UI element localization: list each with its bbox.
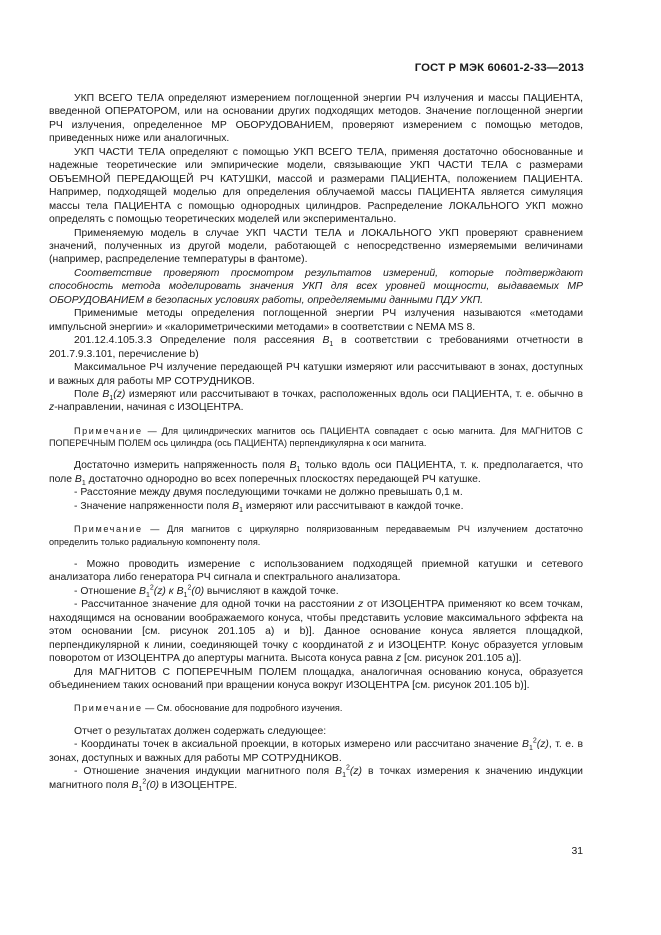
note: Примечание — Для магнитов с циркулярно поляризованным передаваемым РЧ излучением достаточно определить только радиальную компоненту поля. [49, 524, 583, 547]
list-item: - Рассчитанное значение для одной точки на расстоянии z от ИЗОЦЕНТРА применяют ко всем точкам, находящимся на основании воображаемого конуса, чтобы представить условие максимального эффекта на этом основании [см. рисунок 201.105 а) и b)]. Данное основание конуса является площадкой, перпендикулярной к линии, соединяющей точку с координатой z и ИЗОЦЕНТР. Конус образуется угловым поворотом от ИЗОЦЕНТРА до апертуры магнита. Высота конуса равна z [см. рисунок 201.105 а)]. [49, 599, 583, 665]
paragraph: Применимые методы определения поглощенной энергии РЧ излучения называются «методами импульсной энергии» и «калориметрическими методами» в соответствии с NEMA MS 8. [49, 308, 583, 333]
page-number: 31 [571, 846, 583, 857]
paragraph: Применяемую модель в случае УКП ЧАСТИ ТЕЛА и ЛОКАЛЬНОГО УКП проверяют сравнением значений, полученных из другой модели, работающей с непосредственно измеряемыми величинами (например, распределение температуры в фантоме). [49, 227, 583, 266]
section-paragraph: 201.12.4.105.3.3 Определение поля рассеяния $B_1$ в соответствии с требованиями отчетности в 201.7.9.3.101, перечисление b) [49, 335, 583, 360]
paragraph: УКП ВСЕГО ТЕЛА определяют измерением поглощенной энергии РЧ излучения и массы ПАЦИЕНТА, введенной ОПЕРАТОРОМ, или на основании других подходящих методов. Значение поглощенной энергии РЧ излучения, определенное МР ОБОРУДОВАНИЕМ, проверяют измерением с помощью методов, приведенных ниже или аналогичных. [49, 93, 583, 145]
list-item: - Отношение $B_1^2(z)$ к $B_1^2(0)$ вычисляют в каждой точке. [74, 584, 339, 599]
paragraph: Поле $B_1(z)$ измеряют или рассчитывают в точках, расположенных вдоль оси ПАЦИЕНТА, т. е. обычно в z-направлении, начиная с ИЗОЦЕНТРА. [49, 388, 584, 414]
paragraph: УКП ЧАСТИ ТЕЛА определяют с помощью УКП ВСЕГО ТЕЛА, применяя достаточно обоснованные и надежные теоретические или эмпирические модели, связывающие УКП ЧАСТИ ТЕЛА с размерами ОБЪЕМНОЙ ПЕРЕДАЮЩЕЙ РЧ КАТУШКИ, массой и размерами ПАЦИЕНТА, положением ПАЦИЕНТА. Например, подходящей моделью для определения облучаемой массы ПАЦИЕНТА является симуляция массы тела ПАЦИЕНТА с помощью однородных цилиндров. Распределение ЛОКАЛЬНОГО УКП можно определять с помощью теоретических моделей или экспериментально. [49, 146, 583, 226]
list-item: - Отношение значения индукции магнитного поля $B_1^2(z)$ в точках измерения к значению индукции магнитного поля $B_1^2(0)$ в ИЗОЦЕНТРЕ. [49, 764, 583, 793]
document-body [49, 92, 583, 792]
note: Примечание — Для цилиндрических магнитов ось ПАЦИЕНТА совпадает с осью магнита. Для МАГНИТОВ С ПОПЕРЕЧНЫМ ПОЛЕМ ось цилиндра (ось ПАЦИЕНТА) перпендикулярна к оси магнита. [49, 425, 583, 449]
document-header: ГОСТ Р МЭК 60601-2-33—2013 [414, 62, 584, 74]
paragraph: Достаточно измерить напряженность поля $B_1$ только вдоль оси ПАЦИЕНТА, т. к. предполагается, что поле $B_1$ достаточно однородно во всех поперечных плоскостях передающей РЧ катушке. [49, 460, 583, 487]
compliance-paragraph: Соответствие проверяют просмотром результатов измерений, которые подтверждают способность метода моделировать значения УКП для всех уровней мощности, выдаваемых МР ОБОРУДОВАНИЕМ в безопасных условиях работы, определяемыми данными ПДУ УКП. [49, 267, 583, 306]
list-item: - Координаты точек в аксиальной проекции, в которых измерено или рассчитано значение $B_1^2(z)$, т. е. в зонах, доступных и важных для работы МР СОТРУДНИКОВ. [49, 737, 583, 764]
paragraph: Максимальное РЧ излучение передающей РЧ катушки измеряют или рассчитывают в зонах, доступных и важных для работы МР СОТРУДНИКОВ. [49, 362, 583, 387]
list-item: - Можно проводить измерение с использованием подходящей приемной катушки и сетевого анализатора либо генератора РЧ сигнала и спектрального анализатора. [49, 558, 583, 584]
paragraph: Отчет о результатах должен содержать следующее: [74, 725, 327, 737]
list-item: - Значение напряженности поля $B_1$ измеряют или рассчитывают в каждой точке. [74, 500, 464, 514]
note: Примечание — См. обоснование для подробного изучения. [74, 703, 343, 714]
list-item: - Расстояние между двумя последующими точками не должно превышать 0,1 м. [74, 487, 463, 499]
paragraph: Для МАГНИТОВ С ПОПЕРЕЧНЫМ ПОЛЕМ площадка, аналогичная основанию конуса, образуется объединением таких оснований при вращении конуса вокруг ИЗОЦЕНТРА [см. рисунок 201.105 b)]. [49, 666, 583, 691]
